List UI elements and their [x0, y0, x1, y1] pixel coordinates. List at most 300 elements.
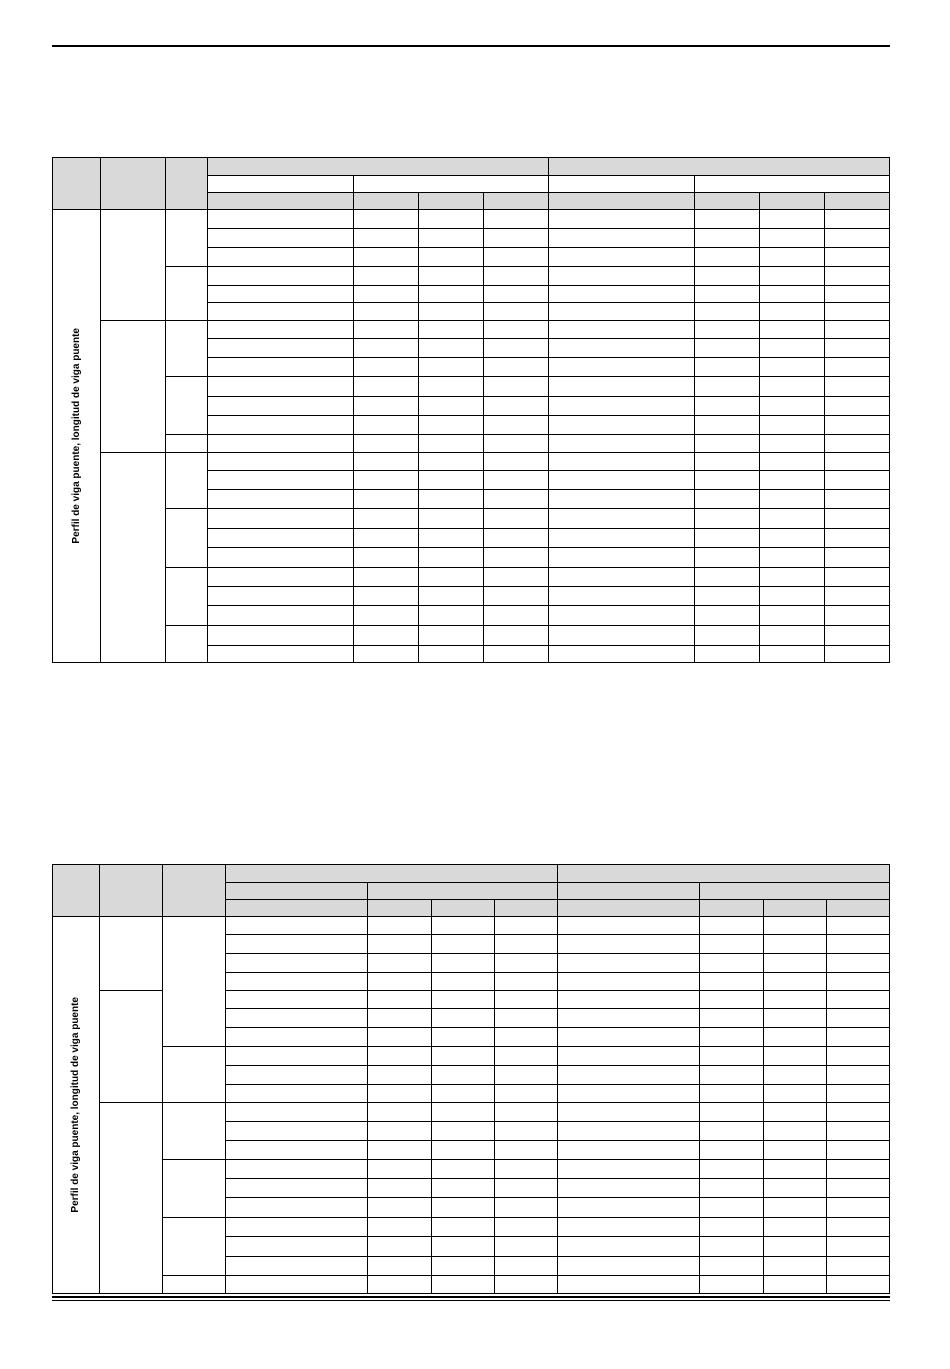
table-cell: [694, 320, 760, 339]
header-subgroup-cell: [367, 882, 558, 900]
table-cell: [763, 953, 827, 973]
header-cell: [162, 864, 226, 917]
table-cell: [431, 1065, 495, 1085]
table-cell: [494, 1046, 558, 1066]
table-cell: [483, 396, 549, 416]
table-cell: [548, 320, 695, 339]
header-subgroup-cell: [353, 175, 549, 193]
table-cell: [483, 567, 549, 587]
header-subgroup-cell: [694, 175, 890, 193]
table-cell: [759, 396, 825, 416]
table-cell: [494, 990, 558, 1009]
side-label: Perfil de viga puente, longitud de viga puente: [70, 328, 82, 544]
header-subgroup-cell: [225, 882, 368, 900]
table-cell: [418, 470, 484, 490]
table-cell: [353, 266, 419, 286]
table-cell: [824, 434, 890, 453]
table-cell: [431, 1275, 495, 1294]
table-cell: [694, 228, 760, 248]
table-cell: [367, 972, 432, 991]
table-cell: [826, 1236, 890, 1257]
table-cell: [759, 625, 825, 646]
header-column-cell: [431, 899, 495, 917]
table-cell: [431, 934, 495, 954]
table-cell: [353, 567, 419, 587]
side-label-cell: [52, 916, 100, 1294]
table-cell: [826, 1197, 890, 1218]
table-cell: [759, 285, 825, 303]
table-cell: [483, 376, 549, 397]
table-cell: [367, 916, 432, 935]
table-cell: [694, 586, 760, 606]
table-cell: [431, 1197, 495, 1218]
table-cell: [431, 1102, 495, 1122]
table-cell: [694, 470, 760, 490]
subgroup-cell: [165, 567, 208, 626]
table-cell: [418, 302, 484, 321]
table-cell: [763, 1217, 827, 1237]
table-cell: [557, 1027, 700, 1047]
table-cell: [694, 415, 760, 435]
header-column-cell: [824, 192, 890, 210]
table-cell: [207, 209, 354, 229]
table-cell: [483, 434, 549, 453]
subgroup-cell: [165, 434, 208, 453]
table-cell: [353, 302, 419, 321]
header-group-cell: [225, 864, 558, 883]
table-cell: [431, 916, 495, 935]
table-cell: [418, 645, 484, 663]
table-cell: [759, 228, 825, 248]
table-cell: [763, 1065, 827, 1085]
table-cell: [431, 1084, 495, 1103]
table-cell: [483, 528, 549, 548]
table-cell: [824, 209, 890, 229]
table-cell: [483, 209, 549, 229]
table-cell: [353, 396, 419, 416]
header-column-cell: [699, 899, 764, 917]
table-cell: [225, 1121, 368, 1141]
table-cell: [494, 1159, 558, 1179]
table-cell: [699, 1178, 764, 1198]
table-cell: [431, 1121, 495, 1141]
table-cell: [418, 285, 484, 303]
table-cell: [826, 1084, 890, 1103]
subgroup-cell: [165, 625, 208, 663]
table-cell: [225, 1027, 368, 1047]
table-cell: [694, 508, 760, 529]
header-column-cell: [548, 192, 695, 210]
table-cell: [431, 1046, 495, 1066]
table-cell: [367, 1236, 432, 1257]
table-cell: [824, 586, 890, 606]
table-cell: [694, 528, 760, 548]
table-cell: [207, 285, 354, 303]
table-cell: [694, 645, 760, 663]
table-cell: [763, 1027, 827, 1047]
table-cell: [207, 434, 354, 453]
table-cell: [207, 547, 354, 568]
table-cell: [694, 376, 760, 397]
table-cell: [763, 1159, 827, 1179]
table-cell: [207, 266, 354, 286]
table-cell: [699, 1217, 764, 1237]
table-cell: [557, 1275, 700, 1294]
header-cell: [100, 157, 166, 210]
table-cell: [763, 1236, 827, 1257]
table-cell: [826, 1256, 890, 1276]
table-cell: [418, 228, 484, 248]
header-subgroup-cell: [557, 882, 700, 900]
table-cell: [824, 320, 890, 339]
table-cell: [759, 320, 825, 339]
table-cell: [494, 1121, 558, 1141]
table-cell: [759, 567, 825, 587]
table-cell: [494, 1065, 558, 1085]
table-cell: [824, 645, 890, 663]
table-cell: [824, 228, 890, 248]
table-cell: [699, 1102, 764, 1122]
table-cell: [548, 489, 695, 509]
group-cell: [100, 320, 166, 453]
table-cell: [694, 357, 760, 377]
table-cell: [548, 605, 695, 626]
table-cell: [557, 916, 700, 935]
table-cell: [759, 415, 825, 435]
table-cell: [418, 605, 484, 626]
table-cell: [494, 953, 558, 973]
table-cell: [824, 415, 890, 435]
header-column-cell: [557, 899, 700, 917]
table-cell: [367, 1008, 432, 1028]
table-cell: [431, 1256, 495, 1276]
table-cell: [225, 1217, 368, 1237]
subgroup-cell: [162, 1046, 226, 1103]
top-rule: [52, 45, 890, 47]
table-cell: [557, 1065, 700, 1085]
header-group-cell: [207, 157, 549, 176]
table-cell: [353, 285, 419, 303]
table-cell: [763, 1121, 827, 1141]
table-cell: [699, 1065, 764, 1085]
table-cell: [824, 528, 890, 548]
header-column-cell: [367, 899, 432, 917]
table-cell: [759, 302, 825, 321]
table-cell: [483, 302, 549, 321]
table-cell: [353, 605, 419, 626]
table-cell: [225, 1197, 368, 1218]
table-cell: [557, 1236, 700, 1257]
table-cell: [494, 1275, 558, 1294]
header-column-cell: [494, 899, 558, 917]
table-cell: [494, 934, 558, 954]
table-cell: [207, 508, 354, 529]
table-cell: [759, 508, 825, 529]
header-column-cell: [353, 192, 419, 210]
table-cell: [367, 1102, 432, 1122]
table-cell: [699, 990, 764, 1009]
header-cell: [52, 864, 100, 917]
table-cell: [483, 285, 549, 303]
table-cell: [353, 625, 419, 646]
table-cell: [367, 990, 432, 1009]
table-cell: [826, 1008, 890, 1028]
table-cell: [353, 470, 419, 490]
table-cell: [431, 1217, 495, 1237]
header-column-cell: [483, 192, 549, 210]
table-cell: [418, 547, 484, 568]
table-cell: [225, 1275, 368, 1294]
table-cell: [353, 434, 419, 453]
table-cell: [367, 1217, 432, 1237]
table-cell: [483, 228, 549, 248]
table-cell: [699, 1256, 764, 1276]
table-cell: [483, 470, 549, 490]
table-cell: [826, 953, 890, 973]
table-cell: [763, 1084, 827, 1103]
table-cell: [353, 547, 419, 568]
table-1: [52, 157, 890, 663]
table-cell: [225, 1140, 368, 1160]
bottom-rule-thin: [52, 1300, 890, 1301]
table-cell: [225, 916, 368, 935]
table-cell: [494, 1084, 558, 1103]
table-cell: [763, 1275, 827, 1294]
table-cell: [353, 489, 419, 509]
table-cell: [483, 357, 549, 377]
table-cell: [557, 953, 700, 973]
subgroup-cell: [165, 320, 208, 377]
table-cell: [418, 396, 484, 416]
table-cell: [548, 470, 695, 490]
table-cell: [418, 586, 484, 606]
table-cell: [824, 489, 890, 509]
table-cell: [759, 266, 825, 286]
table-cell: [225, 1084, 368, 1103]
table-cell: [824, 266, 890, 286]
table-cell: [418, 338, 484, 358]
table-cell: [207, 415, 354, 435]
table-cell: [207, 338, 354, 358]
table-cell: [207, 489, 354, 509]
table-cell: [699, 1159, 764, 1179]
table-cell: [483, 452, 549, 471]
table-cell: [826, 1140, 890, 1160]
table-cell: [557, 1102, 700, 1122]
header-group-cell: [557, 864, 890, 883]
header-column-cell: [207, 192, 354, 210]
table-cell: [225, 1236, 368, 1257]
subgroup-cell: [165, 376, 208, 435]
header-column-cell: [694, 192, 760, 210]
table-cell: [699, 1008, 764, 1028]
table-cell: [694, 434, 760, 453]
table-cell: [483, 508, 549, 529]
table-cell: [494, 1256, 558, 1276]
group-cell: [99, 990, 163, 1103]
table-cell: [759, 434, 825, 453]
table-cell: [694, 302, 760, 321]
table-cell: [548, 625, 695, 646]
header-cell: [165, 157, 208, 210]
table-cell: [494, 972, 558, 991]
table-cell: [431, 1236, 495, 1257]
header-column-cell: [759, 192, 825, 210]
table-cell: [548, 338, 695, 358]
table-cell: [759, 605, 825, 626]
table-cell: [548, 452, 695, 471]
table-cell: [353, 528, 419, 548]
table-cell: [548, 508, 695, 529]
table-cell: [431, 953, 495, 973]
table-cell: [483, 320, 549, 339]
table-cell: [824, 338, 890, 358]
table-cell: [207, 320, 354, 339]
table-cell: [548, 357, 695, 377]
table-cell: [431, 1140, 495, 1160]
table-cell: [759, 489, 825, 509]
table-cell: [483, 266, 549, 286]
table-cell: [353, 376, 419, 397]
table-cell: [367, 1140, 432, 1160]
table-cell: [207, 376, 354, 397]
table-cell: [826, 916, 890, 935]
table-cell: [548, 434, 695, 453]
table-cell: [699, 1236, 764, 1257]
table-cell: [763, 916, 827, 935]
header-column-cell: [225, 899, 368, 917]
table-cell: [548, 567, 695, 587]
table-cell: [824, 285, 890, 303]
table-cell: [694, 605, 760, 626]
table-cell: [824, 396, 890, 416]
group-cell: [100, 209, 166, 321]
table-cell: [207, 567, 354, 587]
table-cell: [694, 547, 760, 568]
table-cell: [207, 302, 354, 321]
table-cell: [699, 1121, 764, 1141]
table-cell: [759, 452, 825, 471]
table-cell: [699, 953, 764, 973]
subgroup-cell: [162, 916, 226, 1047]
header-subgroup-cell: [699, 882, 890, 900]
table-cell: [431, 1159, 495, 1179]
table-cell: [225, 1159, 368, 1179]
table-cell: [826, 990, 890, 1009]
table-cell: [483, 247, 549, 267]
table-cell: [225, 934, 368, 954]
table-cell: [431, 1178, 495, 1198]
table-cell: [557, 1159, 700, 1179]
table-cell: [225, 1065, 368, 1085]
table-cell: [483, 415, 549, 435]
table-cell: [418, 266, 484, 286]
table-cell: [826, 1046, 890, 1066]
table-cell: [207, 528, 354, 548]
table-cell: [824, 357, 890, 377]
table-cell: [824, 567, 890, 587]
table-cell: [418, 376, 484, 397]
table-cell: [367, 1256, 432, 1276]
table-cell: [483, 547, 549, 568]
table-cell: [826, 1275, 890, 1294]
table-cell: [207, 247, 354, 267]
table-cell: [763, 1008, 827, 1028]
table-cell: [367, 1197, 432, 1218]
table-cell: [494, 1102, 558, 1122]
table-cell: [367, 1178, 432, 1198]
subgroup-cell: [165, 452, 208, 509]
subgroup-cell: [162, 1217, 226, 1276]
table-cell: [225, 1256, 368, 1276]
table-cell: [548, 228, 695, 248]
bottom-rule: [52, 1296, 890, 1298]
table-cell: [694, 396, 760, 416]
table-cell: [694, 452, 760, 471]
table-cell: [418, 452, 484, 471]
table-cell: [826, 1217, 890, 1237]
table-cell: [759, 645, 825, 663]
table-cell: [557, 934, 700, 954]
table-cell: [353, 645, 419, 663]
table-cell: [225, 1046, 368, 1066]
table-cell: [548, 415, 695, 435]
table-cell: [548, 266, 695, 286]
table-cell: [824, 247, 890, 267]
table-cell: [759, 470, 825, 490]
table-cell: [826, 1178, 890, 1198]
table-cell: [759, 528, 825, 548]
table-cell: [207, 625, 354, 646]
table-cell: [207, 586, 354, 606]
header-subgroup-cell: [207, 175, 354, 193]
table-cell: [826, 1121, 890, 1141]
table-cell: [699, 1084, 764, 1103]
table-cell: [548, 247, 695, 267]
table-cell: [207, 357, 354, 377]
table-cell: [418, 357, 484, 377]
table-cell: [557, 1121, 700, 1141]
table-cell: [699, 1027, 764, 1047]
header-column-cell: [763, 899, 827, 917]
table-cell: [353, 415, 419, 435]
table-cell: [699, 972, 764, 991]
table-cell: [548, 376, 695, 397]
table-cell: [824, 605, 890, 626]
table-cell: [557, 1046, 700, 1066]
table-cell: [353, 209, 419, 229]
table-cell: [367, 1046, 432, 1066]
table-cell: [548, 645, 695, 663]
table-cell: [557, 990, 700, 1009]
table-cell: [694, 266, 760, 286]
table-cell: [418, 489, 484, 509]
table-cell: [826, 1065, 890, 1085]
table-cell: [763, 1046, 827, 1066]
table-cell: [824, 625, 890, 646]
table-cell: [699, 1197, 764, 1218]
table-cell: [207, 470, 354, 490]
table-cell: [763, 1140, 827, 1160]
table-cell: [826, 1102, 890, 1122]
table-cell: [483, 645, 549, 663]
table-cell: [431, 972, 495, 991]
table-cell: [494, 1217, 558, 1237]
table-cell: [763, 934, 827, 954]
table-cell: [207, 645, 354, 663]
table-cell: [483, 586, 549, 606]
table-cell: [483, 489, 549, 509]
